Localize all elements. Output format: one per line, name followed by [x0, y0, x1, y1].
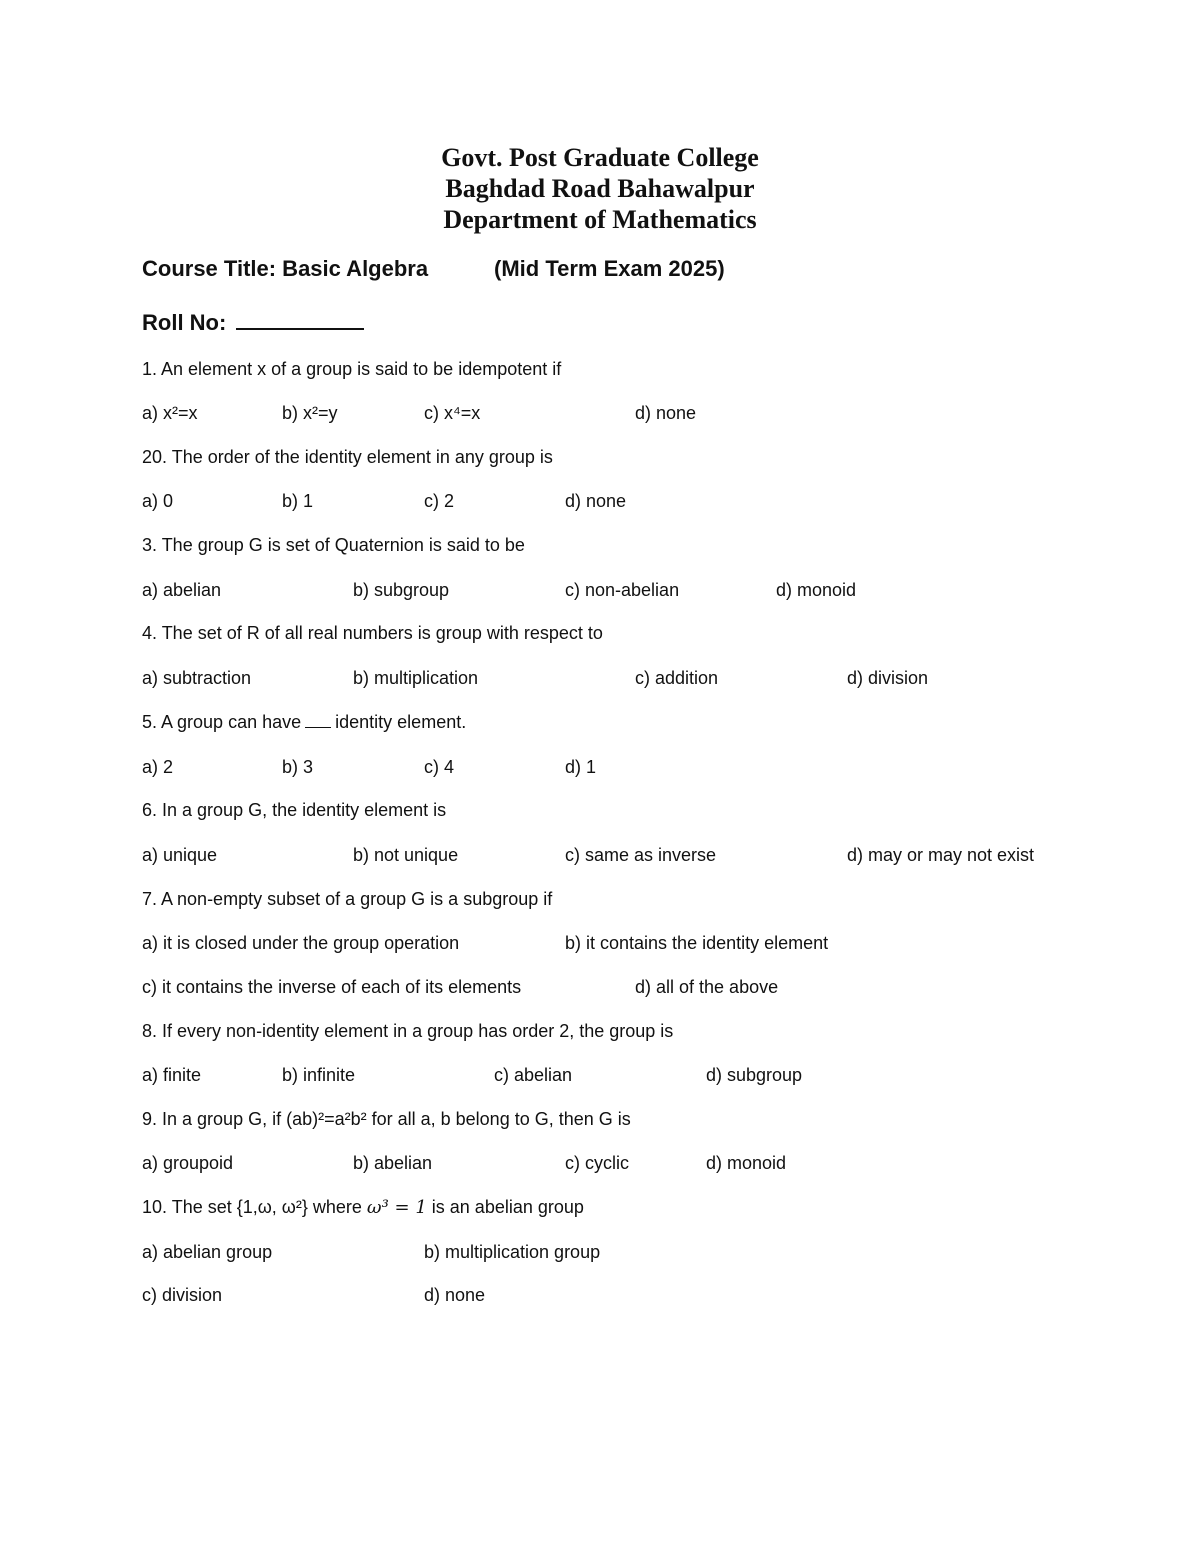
option-d[interactable]: d) monoid: [706, 1153, 787, 1173]
option-d[interactable]: d) none: [565, 491, 627, 511]
option-c[interactable]: c) addition: [635, 668, 719, 688]
option-b[interactable]: b) abelian: [353, 1153, 433, 1173]
question-3: [142, 535, 525, 556]
question-8: [142, 1021, 673, 1042]
question-text: 8. If every non-identity element in a group has order 2, the group is: [142, 1021, 674, 1041]
options-row-10a: [142, 1242, 1142, 1266]
option-a[interactable]: a) x²=x: [142, 403, 198, 423]
option-c[interactable]: c) x⁴=x: [424, 403, 481, 423]
options-row-6: [142, 845, 1142, 869]
option-b[interactable]: b) not unique: [353, 845, 459, 865]
question-text-after: is an abelian group: [426, 1197, 584, 1217]
options-row-4: [142, 668, 1142, 692]
course-title: Course Title: Basic Algebra: [142, 256, 429, 281]
option-c[interactable]: c) abelian: [494, 1065, 573, 1085]
question-text: 4. The set of R of all real numbers is group with respect to: [142, 623, 603, 643]
options-row-10b: [142, 1285, 1142, 1309]
options-row-9: [142, 1153, 1142, 1177]
question-text: 9. In a group G, if (ab)²=a²b² for all a, b belong to G, then G is: [142, 1109, 631, 1129]
question-text-after: identity element.: [335, 712, 467, 732]
question-text-before: 5. A group can have: [142, 712, 302, 732]
question-6: [142, 800, 446, 821]
option-a[interactable]: a) finite: [142, 1065, 202, 1085]
option-a[interactable]: a) groupoid: [142, 1153, 234, 1173]
options-row-3: [142, 580, 1142, 604]
option-a[interactable]: a) it is closed under the group operation: [142, 933, 460, 953]
option-c[interactable]: c) same as inverse: [565, 845, 717, 865]
question-text: 1. An element x of a group is said to be idempotent if: [142, 359, 562, 379]
option-d[interactable]: d) all of the above: [635, 977, 779, 997]
answer-blank: [305, 712, 331, 728]
college-address: Baghdad Road Bahawalpur: [445, 174, 755, 203]
option-b[interactable]: b) multiplication: [353, 668, 479, 688]
college-name: Govt. Post Graduate College: [441, 143, 759, 172]
option-b[interactable]: b) multiplication group: [424, 1242, 601, 1262]
course-line: [142, 256, 725, 282]
option-b[interactable]: b) subgroup: [353, 580, 450, 600]
math-expression: ω³ = 1: [366, 1197, 427, 1218]
options-row-2: [142, 491, 1142, 515]
option-a[interactable]: a) abelian: [142, 580, 222, 600]
option-d[interactable]: d) none: [635, 403, 697, 423]
option-d[interactable]: d) 1: [565, 757, 597, 777]
department-name: Department of Mathematics: [443, 205, 757, 234]
question-5: [142, 712, 466, 733]
options-row-1: [142, 403, 1142, 427]
option-c[interactable]: c) 2: [424, 491, 455, 511]
option-c[interactable]: c) cyclic: [565, 1153, 629, 1173]
option-b[interactable]: b) x²=y: [282, 403, 338, 423]
option-c[interactable]: c) 4: [424, 757, 455, 777]
options-row-7a: [142, 933, 1142, 957]
question-7: [142, 889, 552, 910]
question-text: 7. A non-empty subset of a group G is a subgroup if: [142, 889, 553, 909]
roll-number-label: Roll No:: [142, 310, 227, 335]
option-d[interactable]: d) none: [424, 1285, 486, 1305]
option-a[interactable]: a) abelian group: [142, 1242, 273, 1262]
college-header: [0, 142, 1200, 235]
roll-number-blank[interactable]: [236, 308, 364, 330]
question-text-before: 10. The set {1,ω, ω²} where: [142, 1197, 367, 1217]
option-a[interactable]: a) unique: [142, 845, 218, 865]
question-4: [142, 623, 603, 644]
option-b[interactable]: b) 1: [282, 491, 314, 511]
option-c[interactable]: c) division: [142, 1285, 223, 1305]
question-text: 6. In a group G, the identity element is: [142, 800, 447, 820]
options-row-8: [142, 1065, 1142, 1089]
option-a[interactable]: a) 0: [142, 491, 174, 511]
option-c[interactable]: c) it contains the inverse of each of its elements: [142, 977, 522, 997]
option-d[interactable]: d) subgroup: [706, 1065, 803, 1085]
question-1: [142, 359, 561, 380]
options-row-7b: [142, 977, 1142, 1001]
option-a[interactable]: a) subtraction: [142, 668, 252, 688]
option-d[interactable]: d) division: [847, 668, 929, 688]
roll-number-line: [142, 308, 364, 336]
question-2: [142, 447, 553, 468]
exam-title: (Mid Term Exam 2025): [494, 256, 725, 281]
option-a[interactable]: a) 2: [142, 757, 174, 777]
option-d[interactable]: d) monoid: [776, 580, 857, 600]
option-b[interactable]: b) it contains the identity element: [565, 933, 829, 953]
question-text: 3. The group G is set of Quaternion is said to be: [142, 535, 525, 555]
options-row-5: [142, 757, 1142, 781]
question-10: [142, 1197, 584, 1218]
option-b[interactable]: b) 3: [282, 757, 314, 777]
option-b[interactable]: b) infinite: [282, 1065, 356, 1085]
question-9: [142, 1109, 631, 1130]
question-text: 20. The order of the identity element in any group is: [142, 447, 553, 467]
option-c[interactable]: c) non-abelian: [565, 580, 680, 600]
option-d[interactable]: d) may or may not exist: [847, 845, 1035, 865]
